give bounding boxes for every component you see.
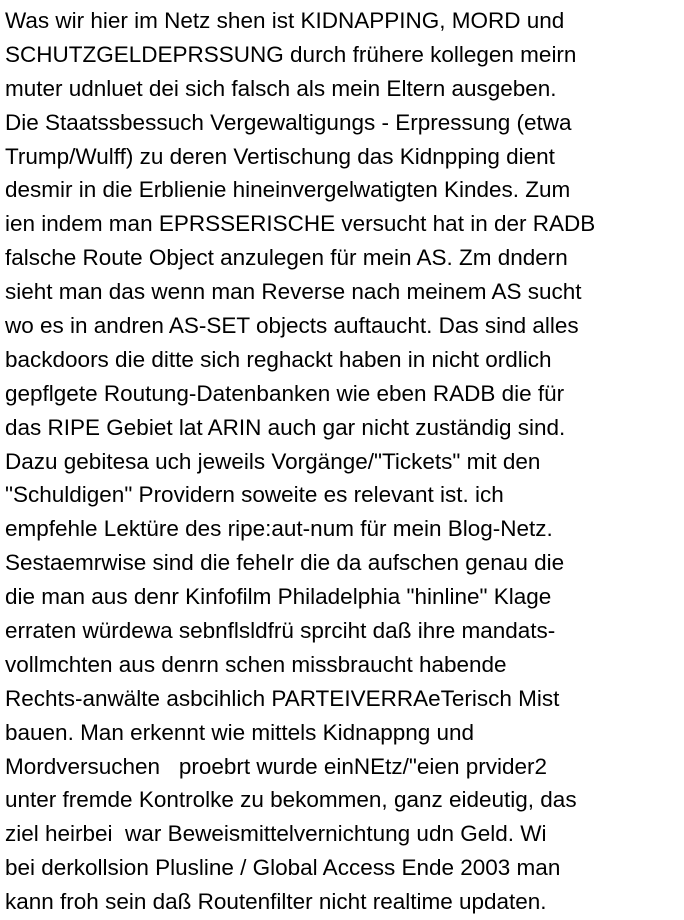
text-line: Sestaemrwise sind die feheIr die da aufschen genau die [5,550,565,576]
text-line: das RIPE Gebiet lat ARIN auch gar nicht zuständig sind. [5,414,566,440]
text-line: Mordversuchen proebrt wurde einNEtz/"eien prvider2 [5,753,547,779]
text-line: desmir in die Erblienie hineinvergelwatigten Kindes. Zum [5,177,571,203]
text-line: empfehle Lektüre des ripe:aut-num für mein Blog-Netz. [5,516,553,542]
text-line: ziel heirbei war Beweismittelvernichtung udn Geld. Wi [5,821,547,847]
text-line: wo es in andren AS-SET objects auftaucht. Das sind alles [5,313,579,339]
text-line: backdoors die ditte sich reghackt haben in nicht ordlich [5,346,552,372]
text-line: bauen. Man erkennt wie mittels Kidnappng und [5,719,475,745]
text-line: unter fremde Kontrolke zu bekommen, ganz eideutig, das [5,787,577,813]
text-line: erraten würdewa sebnflsldfrü sprciht daß ihre mandats- [5,618,556,644]
text-line: kann froh sein daß Routenfilter nicht realtime updaten. [5,889,547,915]
text-line: sieht man das wenn man Reverse nach meinem AS sucht [5,279,582,305]
text-line: Trump/Wulff) zu deren Vertischung das Kidnpping dient [5,143,555,169]
text-line: muter udnluet dei sich falsch als mein Eltern ausgeben. [5,75,557,101]
text-line: vollmchten aus denrn schen missbraucht habende [5,651,507,677]
text-line: Rechts-anwälte asbcihlich PARTEIVERRAeTerisch Mist [5,685,560,711]
text-line: bei derkollsion Plusline / Global Access Ende 2003 man [5,855,561,881]
text-line: gepflgete Routung-Datenbanken wie eben RADB die für [5,380,565,406]
text-line: die man aus denr Kinfofilm Philadelphia "hinline" Klage [5,584,552,610]
text-line: ien indem man EPRSSERISCHE versucht hat in der RADB [5,211,596,237]
text-line: SCHUTZGELDEPRSSUNG durch frühere kollegen meirn [5,41,577,67]
text-line: Was wir hier im Netz shen ist KIDNAPPING, MORD und [5,8,565,33]
text-line: falsche Route Object anzulegen für mein AS. Zm dndern [5,245,568,271]
text-line: Dazu gebitesa uch jeweils Vorgänge/"Tickets" mit den [5,448,541,474]
text-line: Die Staatssbessuch Vergewaltigungs - Erpressung (etwa [5,109,572,135]
text-line: "Schuldigen" Providern soweite es relevant ist. ich [5,482,504,508]
